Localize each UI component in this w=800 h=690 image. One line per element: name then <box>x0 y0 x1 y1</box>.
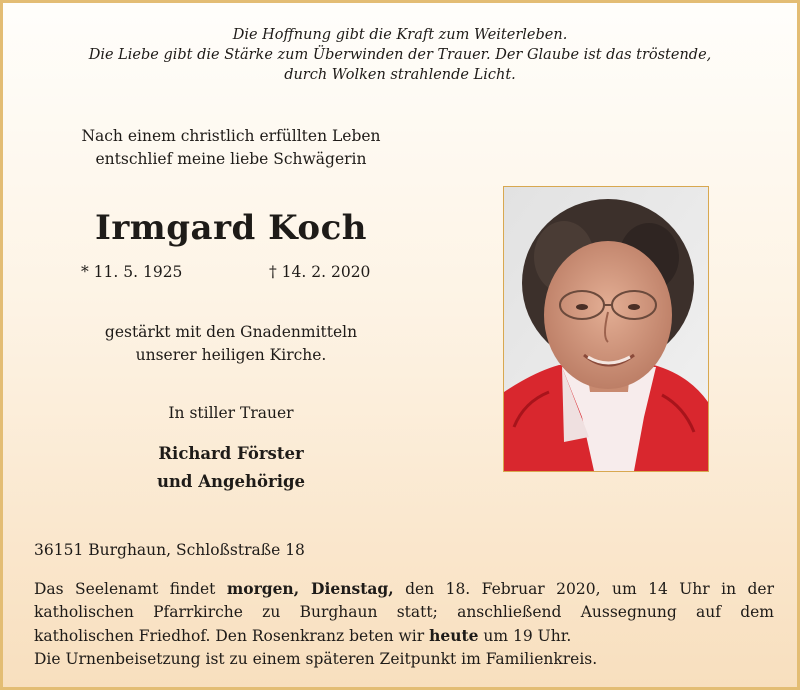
service-line: Die Urnenbeisetzung ist zu einem späteren Zeitpunkt im Familienkreis. <box>34 650 598 668</box>
mourner-relatives: und Angehörige <box>156 472 306 491</box>
intro-line: entschlief meine liebe Schwägerin <box>95 150 367 168</box>
service-line: katholischen Pfarrkirche zu Burghaun statt; anschließend Aussegnung auf dem <box>34 603 774 621</box>
service-line <box>34 577 774 601</box>
motto-line: durch Wolken strahlende Licht. <box>284 67 516 83</box>
service-line <box>34 624 774 648</box>
service-text: den 18. Februar 2020, um 14 Uhr in der <box>393 580 775 598</box>
service-details <box>34 577 774 671</box>
service-emphasis: morgen, Dienstag, <box>226 579 394 598</box>
deceased-name: Irmgard Koch <box>94 208 368 248</box>
service-text: Das Seelenamt findet <box>34 580 227 598</box>
motto-line: Die Hoffnung gibt die Kraft zum Weiterleben. <box>232 27 568 43</box>
death-date: † 14. 2. 2020 <box>269 263 371 281</box>
sacrament-line: unserer heiligen Kirche. <box>135 346 327 364</box>
intro-line: Nach einem christlich erfüllten Leben <box>81 127 381 145</box>
address: 36151 Burghaun, Schloßstraße 18 <box>34 541 305 559</box>
sacrament-text <box>31 321 431 367</box>
motto-line: Die Liebe gibt die Stärke zum Überwinden der Trauer. Der Glaube ist das tröstende, <box>88 47 712 63</box>
sacrament-line: gestärkt mit den Gnadenmitteln <box>104 323 358 341</box>
mourner-name: Richard Förster <box>158 444 304 463</box>
service-text: katholischen Friedhof. Den Rosenkranz beten wir <box>34 627 430 645</box>
mourners-block <box>31 440 431 496</box>
service-text: um 19 Uhr. <box>478 627 572 645</box>
mourning-label: In stiller Trauer <box>168 404 294 422</box>
portrait-illustration <box>504 187 708 471</box>
birth-date: * 11. 5. 1925 <box>81 263 183 281</box>
motto-verse <box>3 25 797 85</box>
intro-text <box>31 125 431 171</box>
portrait-photo <box>503 186 709 472</box>
service-emphasis: heute <box>429 626 479 645</box>
